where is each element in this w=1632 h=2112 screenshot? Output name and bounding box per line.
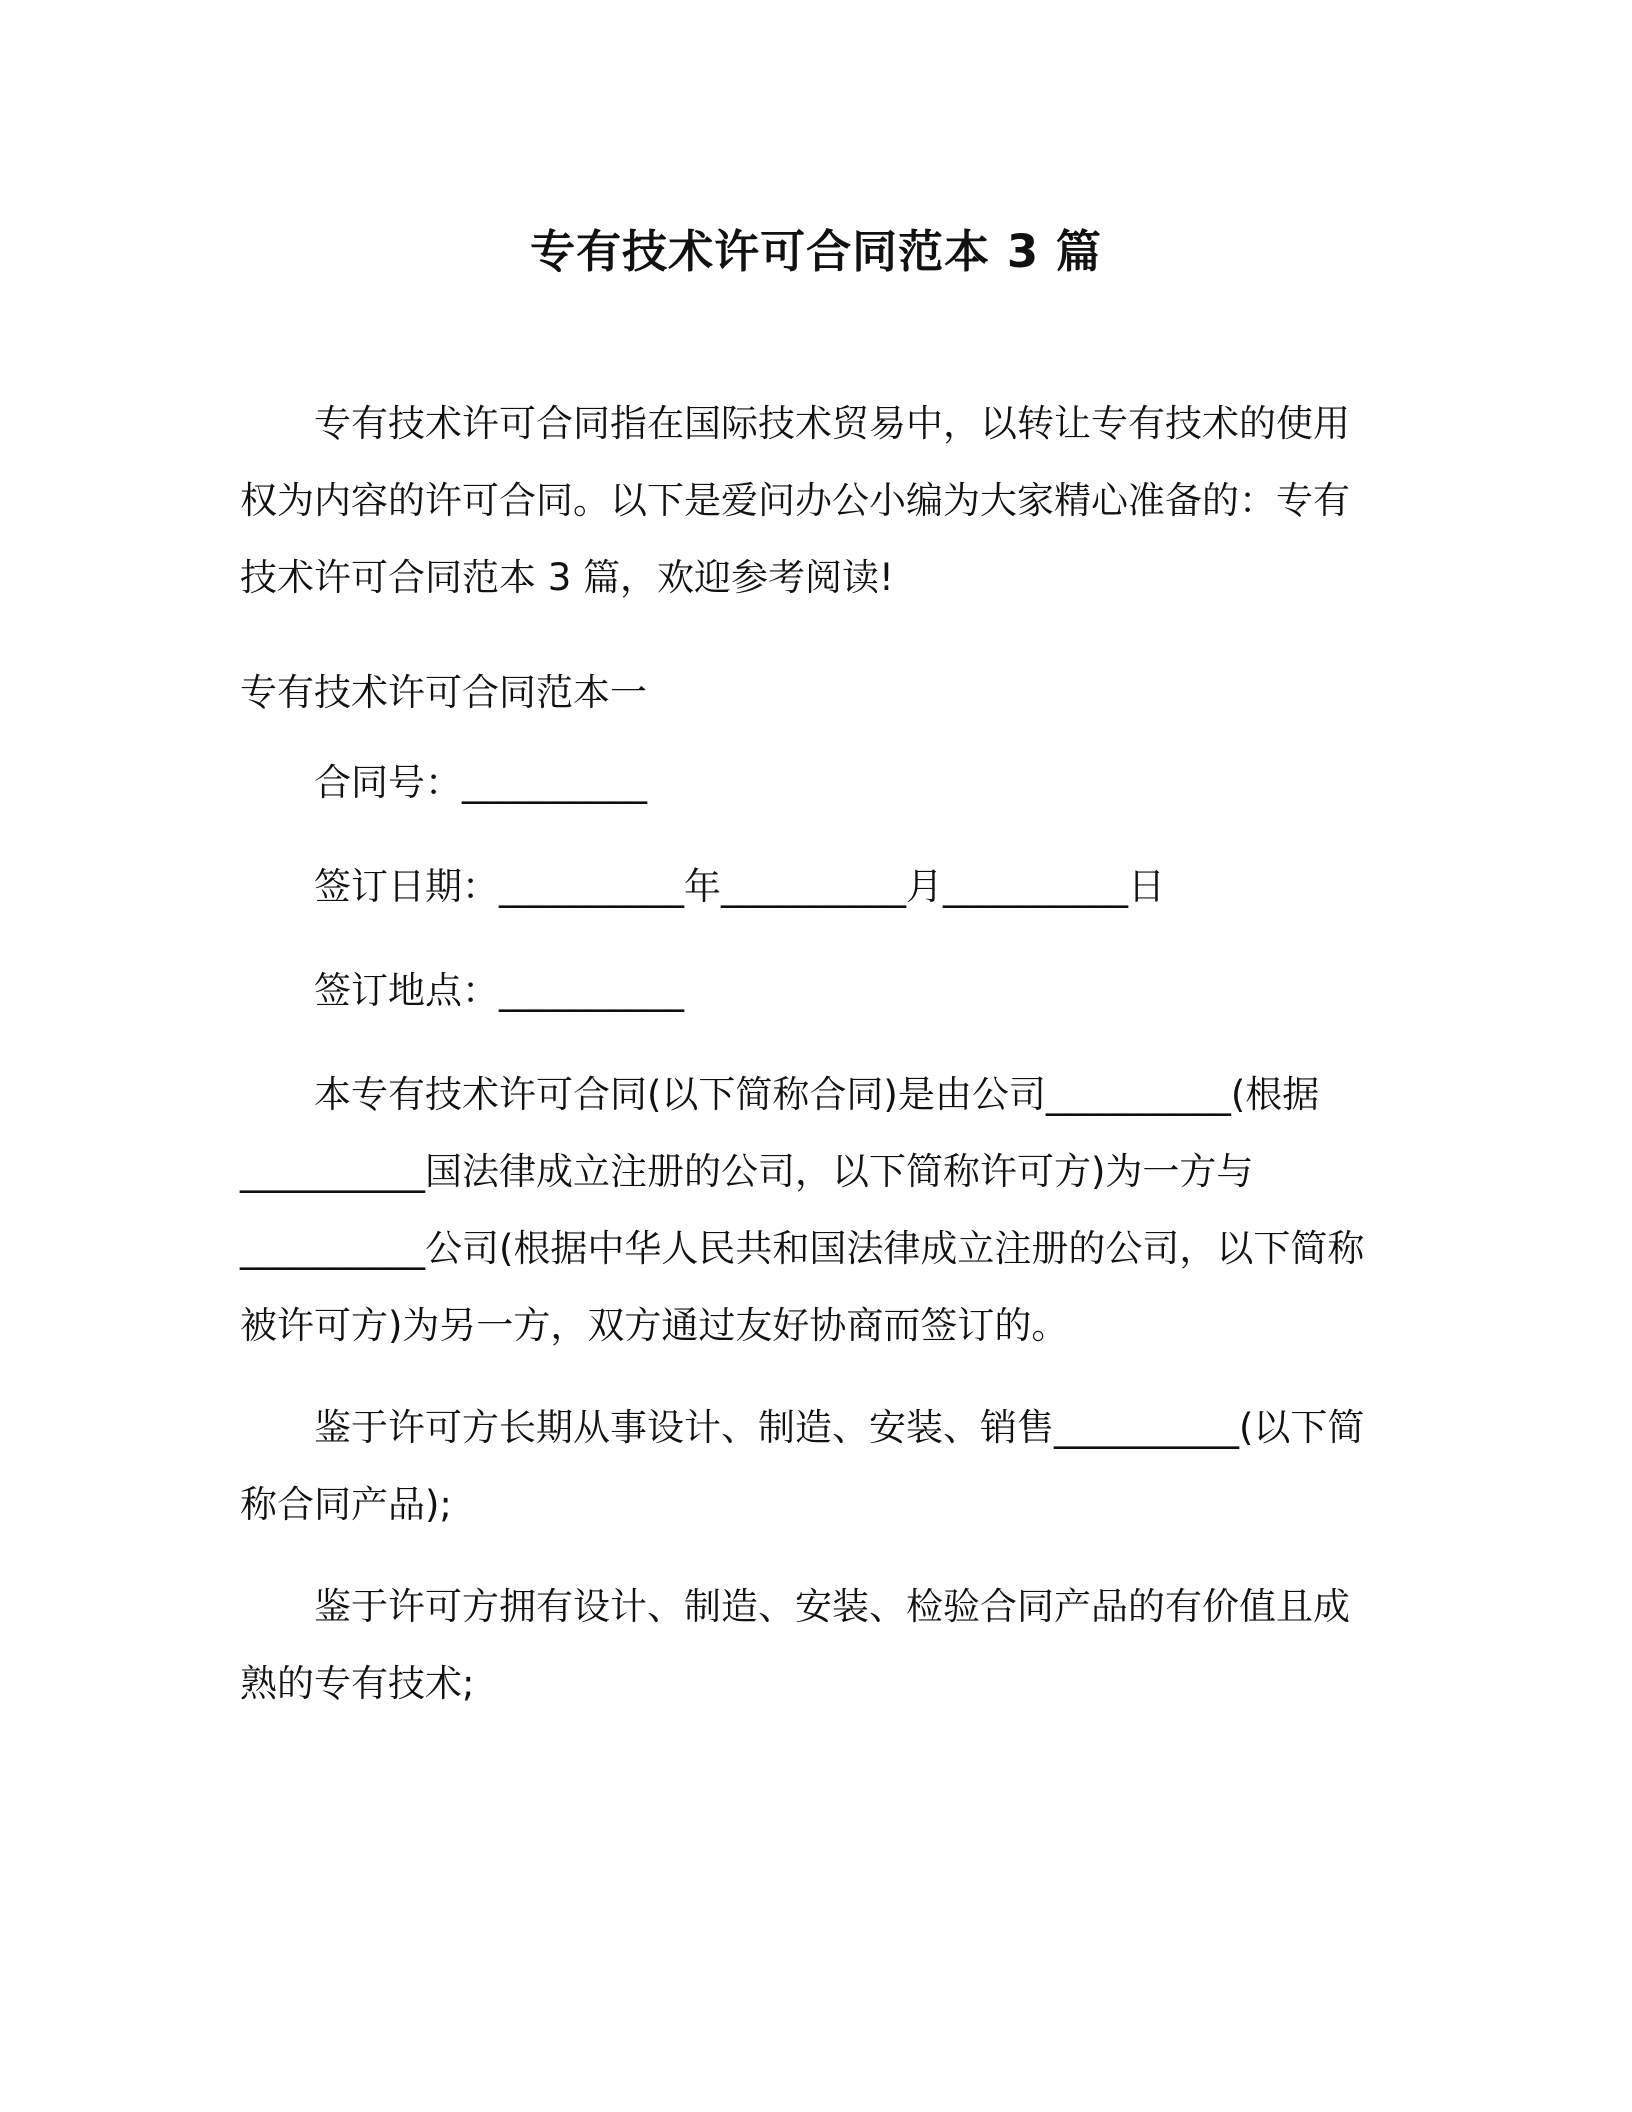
sample-heading: 专有技术许可合同范本一 [240,671,647,714]
signing-date-line: 签订日期：__________年__________月__________日 [314,865,1165,908]
document-title: 专有技术许可合同范本 3 篇 [530,225,1102,278]
contract-number-line: 合同号：__________ [314,761,647,804]
intro-paragraph: 专有技术许可合同指在国际技术贸易中，以转让专有技术的使用权为内容的许可合同。以下是爱问办公小编为大家精心准备的：专有技术许可合同范本 3 篇，欢迎参考阅读! [240,402,1350,599]
parties-paragraph: 本专有技术许可合同(以下简称合同)是由公司__________(根据__________国法律成立注册的公司，以下简称许可方)为一方与__________公司(根据中华人民共和国法律成立注册的公司，以下简称被许可方)为另一方，双方通过友好协商而签订的。 [240,1073,1365,1347]
whereas-clause-2: 鉴于许可方拥有设计、制造、安装、检验合同产品的有价值且成熟的专有技术; [240,1585,1350,1705]
signing-place-line: 签订地点：__________ [314,969,684,1012]
whereas-clause-1: 鉴于许可方长期从事设计、制造、安装、销售__________(以下简称合同产品); [240,1406,1365,1526]
